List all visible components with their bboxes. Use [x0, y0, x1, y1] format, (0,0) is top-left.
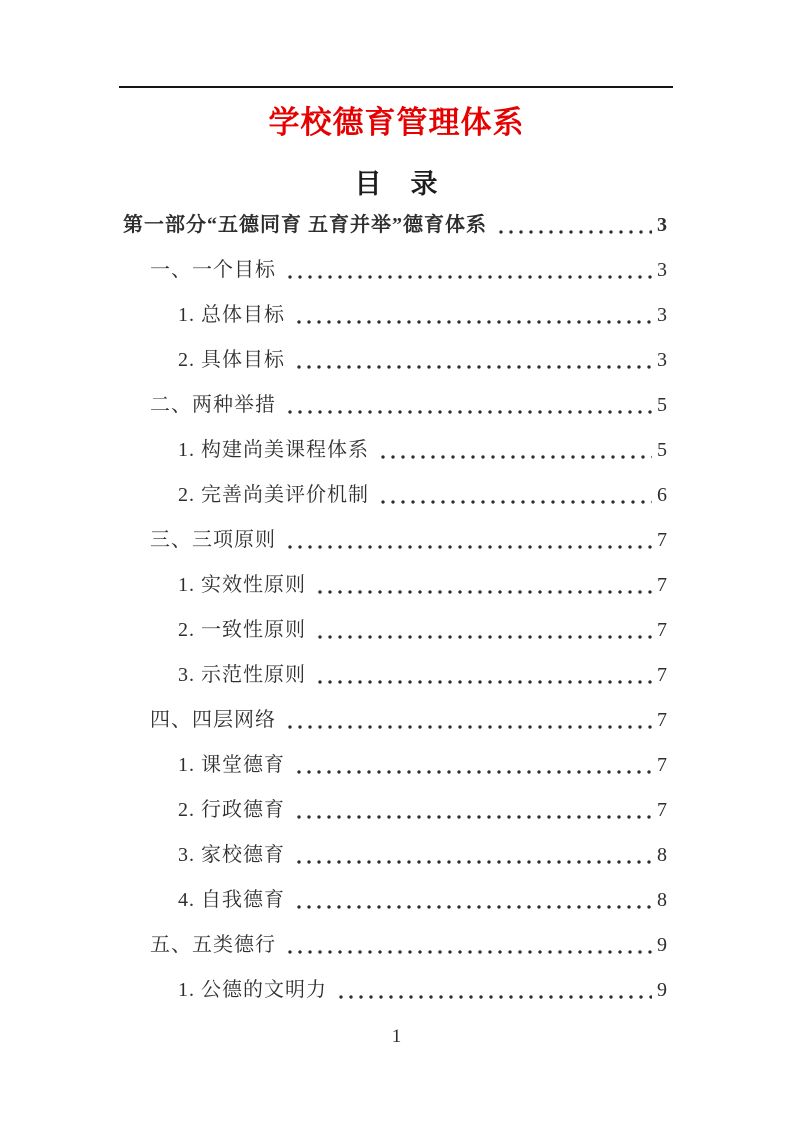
dot-leader — [315, 653, 652, 698]
header-divider — [119, 86, 673, 88]
toc-entry — [123, 428, 668, 473]
toc-heading: 目 录 — [354, 169, 439, 199]
toc-entry-page: 9 — [657, 979, 668, 1001]
dot-leader — [315, 563, 652, 608]
toc-entry-label: 三、三项原则 — [150, 529, 276, 551]
toc-entry-page: 7 — [657, 529, 668, 551]
toc-entry — [123, 653, 668, 698]
toc-entry — [123, 743, 668, 788]
toc-entry-page: 9 — [657, 934, 668, 956]
toc-entry — [123, 338, 668, 383]
toc-entry — [123, 203, 668, 248]
dot-leader — [294, 293, 652, 338]
toc-entry-page: 3 — [657, 349, 668, 371]
toc-entry — [123, 473, 668, 518]
toc-entry-page: 7 — [657, 664, 668, 686]
toc-entry-page: 7 — [657, 754, 668, 776]
dot-leader — [294, 338, 652, 383]
toc-entry-label: 1. 总体目标 — [178, 304, 285, 326]
footer-page-number: 1 — [391, 1026, 402, 1047]
toc-entry-label: 五、五类德行 — [150, 934, 276, 956]
toc-entry-label: 3. 家校德育 — [178, 844, 285, 866]
toc-entry-label: 一、一个目标 — [150, 259, 276, 281]
toc-entry — [123, 248, 668, 293]
toc-list — [123, 203, 668, 1013]
toc-entry — [123, 788, 668, 833]
dot-leader — [294, 833, 652, 878]
toc-entry-label: 1. 实效性原则 — [178, 574, 306, 596]
toc-entry-label: 3. 示范性原则 — [178, 664, 306, 686]
dot-leader — [294, 878, 652, 923]
dot-leader — [336, 968, 652, 1013]
toc-entry-label: 1. 公德的文明力 — [178, 979, 327, 1001]
toc-entry-page: 7 — [657, 709, 668, 731]
toc-entry-label: 2. 完善尚美评价机制 — [178, 484, 369, 506]
toc-entry-label: 四、四层网络 — [150, 709, 276, 731]
toc-entry — [123, 383, 668, 428]
toc-entry-page: 7 — [657, 574, 668, 596]
toc-entry-page: 5 — [657, 394, 668, 416]
toc-entry — [123, 698, 668, 743]
document-title: 学校德育管理体系 — [268, 105, 525, 140]
toc-entry-label: 第一部分“五德同育 五育并举”德育体系 — [123, 214, 487, 236]
toc-entry-page: 3 — [657, 259, 668, 281]
toc-entry — [123, 968, 668, 1013]
toc-entry-page: 3 — [657, 214, 668, 236]
toc-entry-page: 7 — [657, 799, 668, 821]
toc-entry — [123, 293, 668, 338]
toc-entry-page: 8 — [657, 844, 668, 866]
toc-entry — [123, 608, 668, 653]
toc-entry-label: 2. 行政德育 — [178, 799, 285, 821]
toc-entry — [123, 923, 668, 968]
toc-entry-label: 1. 课堂德育 — [178, 754, 285, 776]
toc-entry-page: 3 — [657, 304, 668, 326]
dot-leader — [378, 428, 652, 473]
toc-entry-page: 5 — [657, 439, 668, 461]
dot-leader — [285, 923, 652, 968]
dot-leader — [294, 743, 652, 788]
dot-leader — [496, 203, 652, 248]
toc-entry-label: 2. 具体目标 — [178, 349, 285, 371]
dot-leader — [315, 608, 652, 653]
toc-entry-page: 7 — [657, 619, 668, 641]
dot-leader — [285, 383, 652, 428]
toc-entry — [123, 878, 668, 923]
dot-leader — [285, 518, 652, 563]
toc-entry-label: 二、两种举措 — [150, 394, 276, 416]
dot-leader — [285, 248, 652, 293]
toc-entry — [123, 833, 668, 878]
toc-entry-page: 6 — [657, 484, 668, 506]
toc-entry — [123, 563, 668, 608]
toc-entry-label: 4. 自我德育 — [178, 889, 285, 911]
toc-entry-page: 8 — [657, 889, 668, 911]
dot-leader — [285, 698, 652, 743]
dot-leader — [294, 788, 652, 833]
dot-leader — [378, 473, 652, 518]
toc-entry-label: 2. 一致性原则 — [178, 619, 306, 641]
toc-entry-label: 1. 构建尚美课程体系 — [178, 439, 369, 461]
toc-entry — [123, 518, 668, 563]
